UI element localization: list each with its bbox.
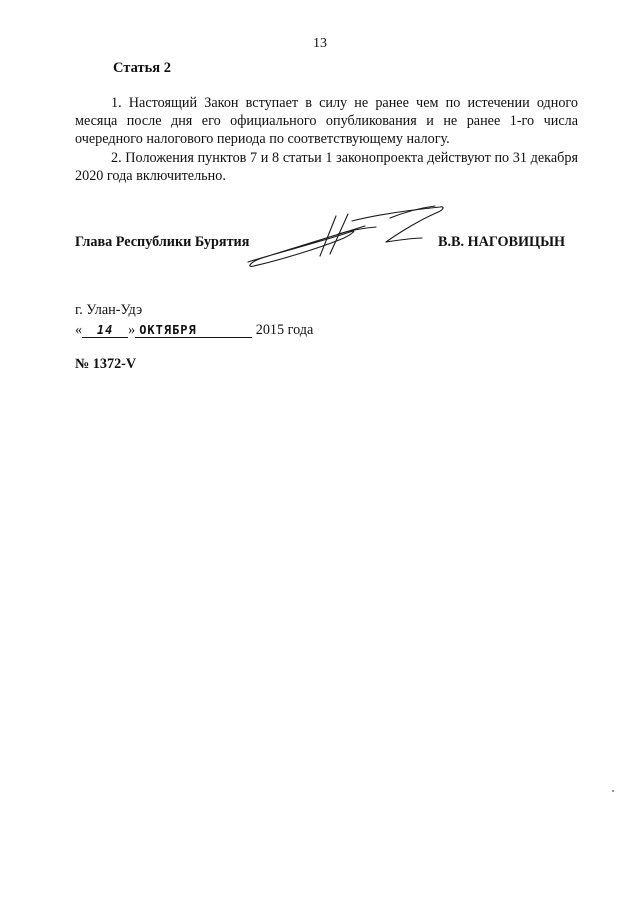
scan-speck [612,790,614,792]
document-number: № 1372-V [75,356,137,372]
date-open-quote: « [75,322,83,338]
date-month: ОКТЯБРЯ [135,323,252,338]
article-paragraph-2: 2. Положения пунктов 7 и 8 статьи 1 законопроекта действуют по 31 декабря 2020 года включительно. [75,150,578,184]
signatory-name: В.В. НАГОВИЦЫН [438,234,566,250]
date-day: 14 [82,323,128,338]
place-of-signing: г. Улан-Удэ [75,302,143,318]
date-year: 2015 года [255,322,314,338]
handwritten-signature [240,198,450,273]
signing-date [75,322,313,339]
date-close-quote: » [128,322,136,338]
page-number: 13 [313,36,327,51]
article-paragraph-1: 1. Настоящий Закон вступает в силу не ранее чем по истечении одного месяца после дня его официального опубликования и не ранее 1-го числа очередного налогового периода по соответствующему налогу. [75,95,578,147]
article-title: Статья 2 [113,60,171,76]
signatory-title: Глава Республики Бурятия [75,234,250,250]
